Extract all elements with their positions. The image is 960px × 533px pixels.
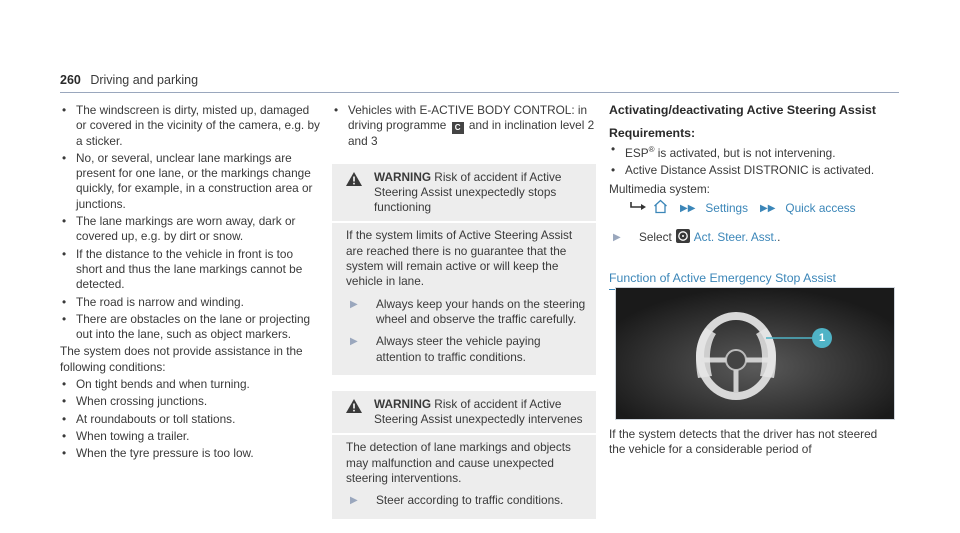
warning-text: If the system limits of Active Steering Assist are reached there is no guarantee that the system will remain active or will keep the vehicle in lane. [346, 228, 573, 289]
requirements-label: Requirements: [609, 126, 696, 141]
warning-title: Risk of accident if Active Steering Assist unexpectedly intervenes [374, 396, 583, 427]
warning-box [332, 164, 596, 375]
conditions-paragraph: The system does not provide assistance in the following conditions: [60, 344, 303, 374]
warning-title: Risk of accident if Active Steering Assist unexpectedly stops functioning [374, 169, 562, 215]
instruction-step: ▶ Steer according to traffic conditions. [332, 486, 596, 508]
page-header [60, 73, 198, 87]
list-item: • There are obstacles on the lane or projecting out into the lane, such as object markers. [62, 311, 311, 342]
chevron-right-icon: ▶▶ [680, 203, 696, 215]
conditions-list [60, 377, 322, 461]
instruction-step: ▶ Always steer the vehicle paying attention to traffic conditions. [332, 327, 596, 365]
requirements-list [609, 142, 899, 179]
list-item: • The lane markings are worn away, dark or covered up, e.g. by dirt or snow. [62, 214, 296, 244]
page-number: 260 [60, 73, 81, 87]
list-item: • When the tyre pressure is too low. [62, 446, 254, 461]
menu-quick-access[interactable]: Quick access [785, 201, 856, 216]
arrow-icon: ▶ [350, 495, 358, 507]
limitations-list [60, 103, 322, 342]
section-title: Driving and parking [90, 73, 199, 87]
list-item: • The road is narrow and winding. [62, 294, 244, 309]
callout-marker: 1 [812, 328, 832, 348]
list-item: • The windscreen is dirty, misted up, damaged or covered in the vicinity of the camera, e.g. by a sticker. [62, 103, 320, 148]
list-item: • ESP® is activated, but is not intervening. [611, 141, 836, 160]
divider [332, 221, 596, 223]
chevron-right-icon: ▶▶ [760, 203, 776, 215]
list-item: • If the distance to the vehicle in front is too short and thus the lane markings cannot be detected. [62, 246, 303, 292]
vehicles-list [332, 103, 596, 150]
menu-settings[interactable]: Settings [705, 201, 749, 216]
warning-label: WARNING [374, 396, 432, 411]
arrow-icon: ▶ [350, 336, 358, 348]
return-arrow-icon [629, 201, 647, 217]
arrow-icon: ▶ [350, 298, 358, 310]
steering-assist-icon [676, 229, 690, 247]
emergency-stop-heading: Function of Active Emergency Stop Assist [609, 271, 861, 290]
list-item: • At roundabouts or toll stations. [62, 411, 236, 426]
warning-box [332, 391, 596, 519]
menu-path [609, 199, 899, 218]
emergency-stop-text: If the system detects that the driver has not steered the vehicle for a considerable period of [609, 427, 878, 457]
list-item: • Active Distance Assist DISTRONIC is activated. [611, 162, 875, 177]
divider [332, 433, 596, 435]
multimedia-label: Multimedia system: [609, 182, 710, 197]
warning-triangle-icon [346, 397, 364, 428]
steering-wheel-illustration [615, 287, 895, 420]
home-icon[interactable] [653, 199, 668, 218]
warning-text: The detection of lane markings and objects may malfunction and cause unexpected steering interventions. [346, 440, 571, 486]
arrow-icon: ▶ [613, 232, 621, 244]
instruction-step: ▶ Always keep your hands on the steering wheel and observe the traffic carefully. [332, 290, 596, 328]
warning-label: WARNING [374, 169, 432, 184]
column-right [609, 103, 899, 290]
column-middle [332, 103, 596, 519]
list-item: • When towing a trailer. [62, 428, 190, 443]
column-left [60, 103, 322, 464]
list-item: • Vehicles with E-ACTIVE BODY CONTROL: in driving programme C and in inclination level 2 and 3 [334, 103, 595, 149]
list-item: • On tight bends and when turning. [62, 377, 250, 392]
header-divider [60, 92, 899, 93]
list-item: • No, or several, unclear lane markings are present for one lane, or the markings change quickly, for example, in a construction area or junctions. [62, 150, 313, 211]
act-steer-asst-option[interactable]: Act. Steer. Asst. [693, 230, 778, 245]
warning-triangle-icon [346, 170, 364, 216]
section-heading: Activating/deactivating Active Steering Assist [609, 103, 876, 117]
instruction-step: ▶ Select Act. Steer. Asst. . [609, 229, 899, 247]
list-item: • When crossing junctions. [62, 394, 208, 409]
driving-programme-badge: C [452, 122, 464, 134]
